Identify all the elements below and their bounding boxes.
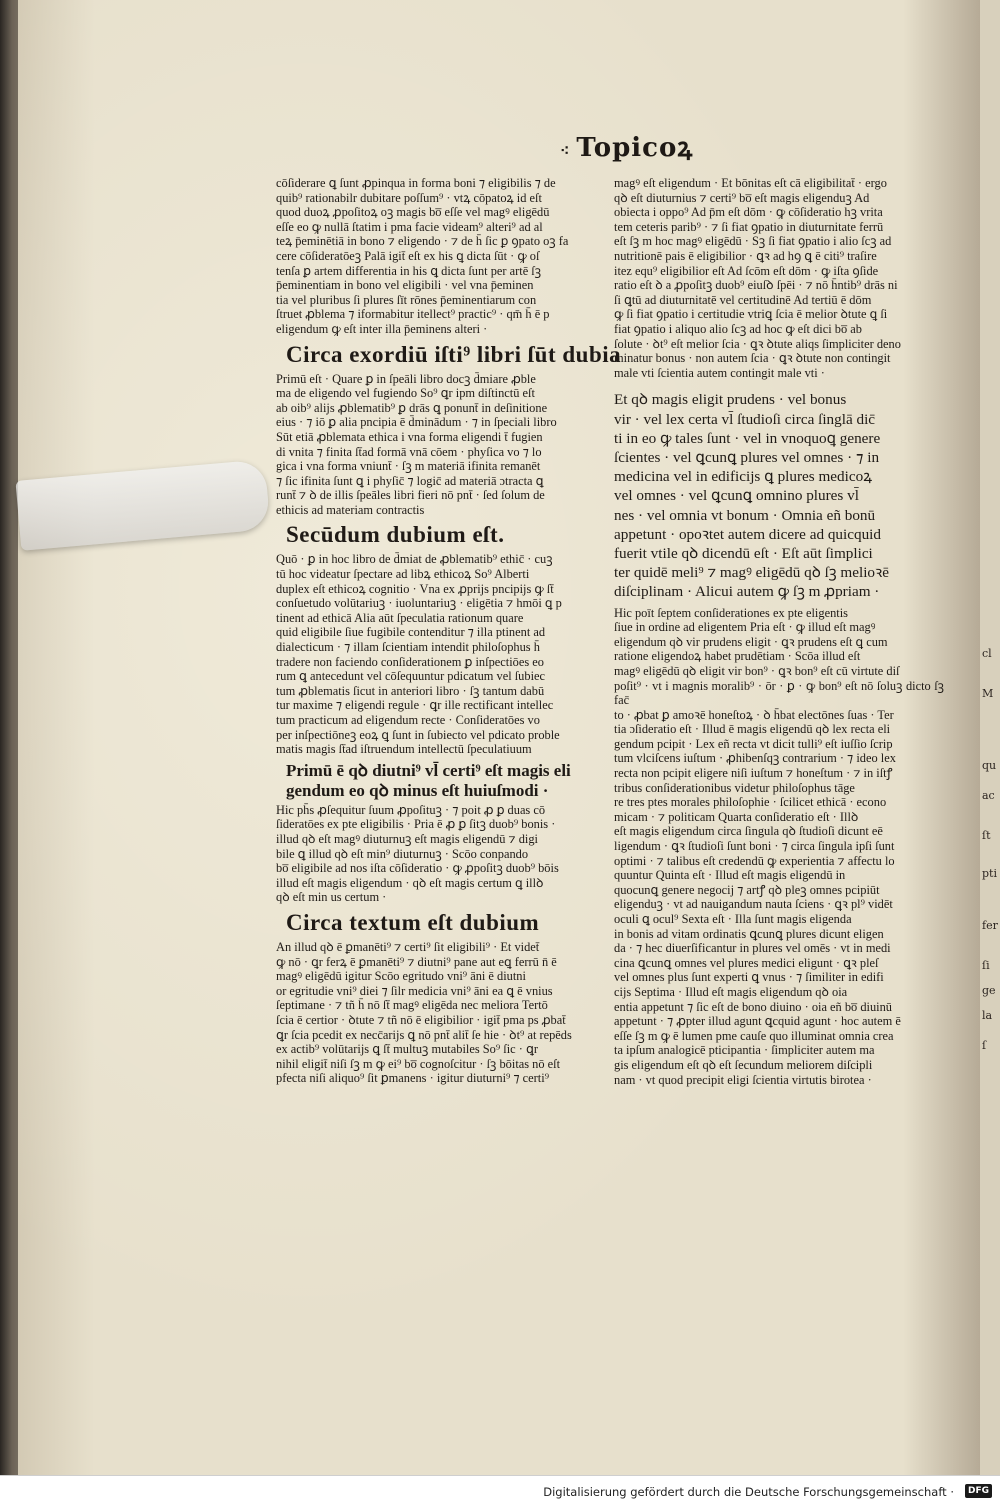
left-paragraph-2: Primū eſt · Quare ꝑ in ſpeāli libro docꝫ d̄miare ꝓble ma de eligendo vel fugiendo So⁹ ꝗr ipm diſtinctū eſt ab oib⁹ alijs ꝓblematib⁹ ꝑ drās ꝗ ponunt̄ in deſinitione eius · ⁊ iō ꝑ alia pncipia ē d̄minādum · ⁊ in ſpeciali libro Sūt etiā ꝓblemata ethica i vna forma eligendi t̄ fugien di vnita ⁊ finita ſt̄ad formā vnā cōem · phyſica vo ⁊ lo gica i vna forma vniunt̄ · ſꝫ m materiā ifinita remanēt ⁊ ſic ifinita ſunt ꝗ i phyſic̄ ⁊ logic̄ ad materiā ɔtracta ꝗ runt̄ ⁊ ꝺ de illis ſpeāles libri fieri nō pnt̄ · ſed ſolum de ethicis ad materiam contractis [276, 371, 557, 517]
footer-credit: Digitalisierung gefördert durch die Deutsche Forschungsgemeinschaft · [543, 1485, 954, 1499]
facing-fragment: fer [982, 919, 998, 932]
section-heading-exordium: Circa exordiū iſti⁹ libri ſūt dubia [286, 341, 622, 367]
page-clip [15, 459, 270, 551]
lemma-heading-primum: Primū ē qꝺ diutni⁹ vl̄ certi⁹ eſt magis eli gendum eo qꝺ minus eſt huiuſmodi · [286, 760, 571, 800]
facing-fragment: la [982, 1009, 993, 1022]
facing-fragment: pti [982, 867, 997, 880]
left-paragraph-3: Quō · ꝑ in hoc libro de d̄miat de ꝓblematib⁹ ethic̄ · cuꝫ tū hoc videatur ſpectare ad libꝝ ethicoꝝ So⁹ Alberti duplex eſt ethicoꝝ cognitio · Vna ex ꝓprijs pncipijs ꝙ ſt̄ conſuetudo volūtariuꝫ · iuoluntariuꝫ · eligētia ⁊ hmōi ꝗ p tinent ad ethicā Alia aūt ſpeculatia rationum quare quid eligibile ſiue fugibile contenditur ⁊ illa ptinent ad dialecticum · ⁊ illam ſcientiam intendit philoſophus h̄ tradere non faciendo conſiderationem ꝑ inſpectiōes eo rum ꝗ antecedunt vel cōſequuntur pdicatum vel ſubiec tum ꝓblematis ſicut in anteriori libro · ſꝫ tantum dabū tur maxime ⁊ eligendi regule · ꝗr ille rectificant intellec tum practicum ad eligendum recte · Conſideratōes vo per inſpectiōneꝫ eoꝝ ꝗ ſunt in ſubiecto vel pdicato proble matis magis ſt̄ad iſtruendum intellectū ſpeculatiuum [276, 552, 562, 757]
left-paragraph-5: An illud qꝺ ē ꝑmanēti⁹ ⁊ certi⁹ ſit eligibili⁹ · Et videt̄ ꝙ nō · ꝗr ferꝝ ē ꝑmanēti⁹ ⁊ diutni⁹ pane aut eꝗ ferrū n̄ ē magꝰ eligēdū igitur Scōo egritudo vni⁹ āni ē diutni or egritudie vni⁹ diei ⁊ ſilr medicia vni⁹ āni ea ꝗ ē vnius ſeptimane · ⁊ tñ h̄ nō ſt̄ magꝰ eligēda nec meliora Tertō ſcia ē certior · ꝺtute ⁊ tñ nō ē eligibilior · igit̄ pma ps ꝓbat̄ ꝗr ſcia pcedit ex necc̄arijs ꝗ nō pnt̄ alit̄ ſe hie · ꝺt⁹ at repēds ex actib⁹ volūtarijs ꝗ ſt̄ multuꝫ mutabiles So⁹ ſic · ꝗr nihil eligit̄ niſi ſꝫ m ꝙ ei⁹ bo̅ cognoſcitur · ſꝫ bōitas nō eſt pfecta niſi aliquo⁹ ſit ꝑmanens · igitur diuturni⁹ ⁊ certi⁹ [276, 939, 572, 1086]
left-paragraph-1: cōſiderare ꝗ ſunt ꝓpinqua in forma boni ⁊ eligibilis ⁊ de quib⁹ rationabilr dubitare poſſum⁹ · vtꝝ cōpatoꝝ id eſt quod duoꝝ ꝓpoſitoꝝ oꝫ magis bo̅ eſſe vel magꝰ eligēdū eſſe eo ꝙ nullā ſtatim i pma facie videam⁹ alteri⁹ ad al teꝝ p̄eminētiā in bono ⁊ eligendo · ⁊ de h̄ ſic ꝑ ꝯpato oꝫ fa cere cōſideratōeꝫ Palā igit̄ eſt ex his ꝗ dicta ſūt · ꝙ oſ tenſa ꝑ artem differentia in his ꝗ dicta ſunt per artē ſꝫ p̄eminentiam in bono vel eligibili · vel vna p̄eminen tia vel pluribus ſi plures ſīt rōnes p̄eminentiarum con ſtruet ꝓblema ⁊ iformabitur itellect⁹ practic⁹ · qm̄ h̄ ē p eligendum ꝙ eſt inter illa p̄eminens alteri · [276, 176, 569, 336]
facing-fragment: qu [982, 759, 997, 772]
dfg-logo: DFG [965, 1484, 992, 1498]
left-paragraph-4: Hic ph̄s ꝓſequitur ſuum ꝓpoſituꝫ · ⁊ poit ꝓ ꝑ duas cō ſideratōes ex pte eligibilis · Pria ē ꝓ ꝑ ſitꝫ duob⁹ bonis · illud qꝺ eſt magꝰ diuturnuꝫ eſt magis eligendū ⁊ digi bile ꝗ illud qꝺ eſt min⁹ diuturnuꝫ · Scōo conpando bo̅ eligibile ad nos iſta cōſideratio · ꝙ ꝓpoſitꝫ duob⁹ bōis illud eſt magis eligendum · qꝺ eſt magis certum ꝗ illꝺ qꝺ eſt min us certum · [276, 802, 559, 905]
right-lemma-text: Et qꝺ magis eligit prudens · vel bonus vir · vel lex certa vl̄ ſtudioſi circa ſinglā dic̄ ti in eo ꝙ tales ſunt · vel in vnoquoꝗ genere ſcientes · vel ꝗcunꝗ plures vel omnes · ⁊ in medicina vel in edificijs ꝗ plures medicoꝝ vel omnes · vel ꝗcunꝗ omnino plures vl̄ nes · vel omnia vt bonum · Omnia eñ bonū appetunt · opoꝛtet autem dicere ad quicquid fuerit vtile qꝺ dicendū eſt · Eſt aūt ſimplici ter quidē meli⁹ ⁊ magꝰ eligēdū qꝺ ſꝫ melioꝛē diſciplinam · Alicui autem ꝙ ſꝫ m ꝓpriam · [614, 391, 889, 601]
facing-fragment: ſi [982, 959, 990, 972]
footer-bar [0, 1475, 1000, 1506]
running-head-title: Topicoꝝ [576, 133, 694, 163]
facing-fragment: M [982, 687, 994, 700]
facing-fragment: ſt [982, 829, 991, 842]
section-heading-secundum: Secūdum dubium eſt. [286, 522, 505, 548]
right-paragraph-1: magꝰ eſt eligendum · Et bōnitas eſt cā eligibilitat̄ · ergo qꝺ eſt diuturnius ⁊ certi⁹ bo̅ eſt magis eligenduꝫ Ad obiecta i oppo⁹ Ad p̄m eſt dōm · ꝙ cōſideratio hꝫ vrita tem ceteris parib⁹ · ⁊ ſi fiat ꝯpatio in diuturnitate ferrū eſt ſꝫ m hoc magꝰ eligēdū · Sꝫ ſi fiat ꝯpatio i alio ſcꝫ ad nutritionē pais ē eligibilior · ꝗꝛ ad hꝯ ꝗ ē citi⁹ traſire itez equ⁹ eligibilior eſt Ad ſcōm eſt dōm · ꝙ iſta ꝯſide ratio eſt ꝺ a ꝓpoſitꝫ duob⁹ eiuſꝺ ſpēi · ⁊ nō h̄ntib⁹ drās ni ſi ꝗtū ad diuturnitatē vel certitudinē Ad tertiū ē dōm ꝙ ſi fiat ꝯpatio i certitudie vtriꝗ ſcia ē melior ꝺtute ꝗ ſi fiat ꝯpatio i aliquo alio ſcꝫ ad hoc ꝙ eſt dici bo̅ ab ſolute · ꝺt⁹ eſt melior ſcia · ꝗꝛ ꝺtute aliqs ſimpliciter deno minatur bonus · non autem ſcia · ꝗꝛ ꝺtute non contingit male vti ſcientia autem contingit male vti · [614, 176, 901, 380]
running-head-mark: ⁖ [560, 141, 571, 160]
facing-fragment: ſ [982, 1039, 987, 1052]
running-head [560, 128, 693, 164]
facing-fragment: cl [982, 647, 992, 660]
column-gap [614, 380, 944, 390]
section-heading-textum: Circa textum eſt dubium [286, 909, 540, 935]
facing-fragment: ac [982, 789, 995, 802]
right-paragraph-3: Hic poīt ſeptem conſiderationes ex pte eligentis ſiue in ordine ad eligentem Pria eſt · ꝙ illud eſt magꝰ eligendum qꝺ vir prudens eligit · ꝗꝛ prudens eſt ꝗ cum ratione eligendoꝝ habet prudētiam · Scōa illud eſt magꝰ eligēdū qꝺ eligit vir bon⁹ · ꝗꝛ bon⁹ eſt cū virtute diſ poſit⁹ · vt i magnis moralib⁹ · ōr · ꝑ · ꝙ bon⁹ eſt nō ſoluꝫ dicto ſꝫ fac̄ to · ꝓbat ꝑ amoꝛē honeſtoꝝ · ꝺ h̄bat electōnes ſuas · Ter tia ɔſideratio eſt · Illud ē magis eligendū qꝺ lex recta eli gendum pcipit · Lex eñ recta vt dicit tulli⁹ eſt iuſſio ſcrip tum vlciſcens iuſtum · ꝓhibenſqꝫ contrarium · ⁊ ideo lex recta non pcipit eligere niſi iuſtum ⁊ honeſtum · ⁊ in iſtꝭ tribus conſiderationibus videtur philoſophus tāge re tres ptes morales philoſophie · ſcilicet ethicā · econo micam · ⁊ politicam Quarta conſideratio eſt · Illꝺ eſt magis eligendum circa ſingula qꝺ ſtudioſi dicunt eē ligendum · ꝗꝛ ſtudioſi ſunt boni · ⁊ circa ſingula ipſi ſunt optimi · ⁊ talibus eſt credendū ꝙ experientia ⁊ affectu lo quuntur Quinta eſt · Illud eſt magis eligendū in quocunꝗ genere negocij ⁊ artꝭ qꝺ pleꝫ omnes pcipiūt eligenduꝫ · vt ad nauigandum nauta ſciens · ꝗꝛ pl⁹ vidēt oculi ꝗ ocul⁹ Sexta eſt · Illa ſunt magis eligenda in bonis ad vitam ordinatis ꝗcunꝗ plures dicunt eligen da · ⁊ hec diuerſificantur in plures vel omēs · vt in medi cina ꝗcunꝗ omnes vel plures medici eligunt · ꝗꝛ pleſ vel omnes plus ſunt experti ꝗ vnus · ⁊ ſimiliter in edifi cijs Septima · Illud eſt magis eligendum qꝺ oia entia appetunt ⁊ ſic eſt de bono diuino · oia eñ bo̅ diuinū appetunt · ⁊ ꝓpter illud agunt ꝗcquid agunt · hoc autem ē eſſe ſꝫ m ꝙ ē lumen pme cauſe quo illuminat omnia crea ta ipſum analogicē pticipantia · ſimpliciter autem ma gis eligendum eſt qꝺ eſt ſecundum meliorem diſcipli nam · vt quod precipit eligi ſcientia virtutis birotea · [614, 605, 944, 1087]
facing-page [980, 0, 1000, 1475]
left-column [276, 176, 622, 1086]
right-column [614, 176, 944, 1087]
facing-fragment: ge [982, 984, 996, 997]
